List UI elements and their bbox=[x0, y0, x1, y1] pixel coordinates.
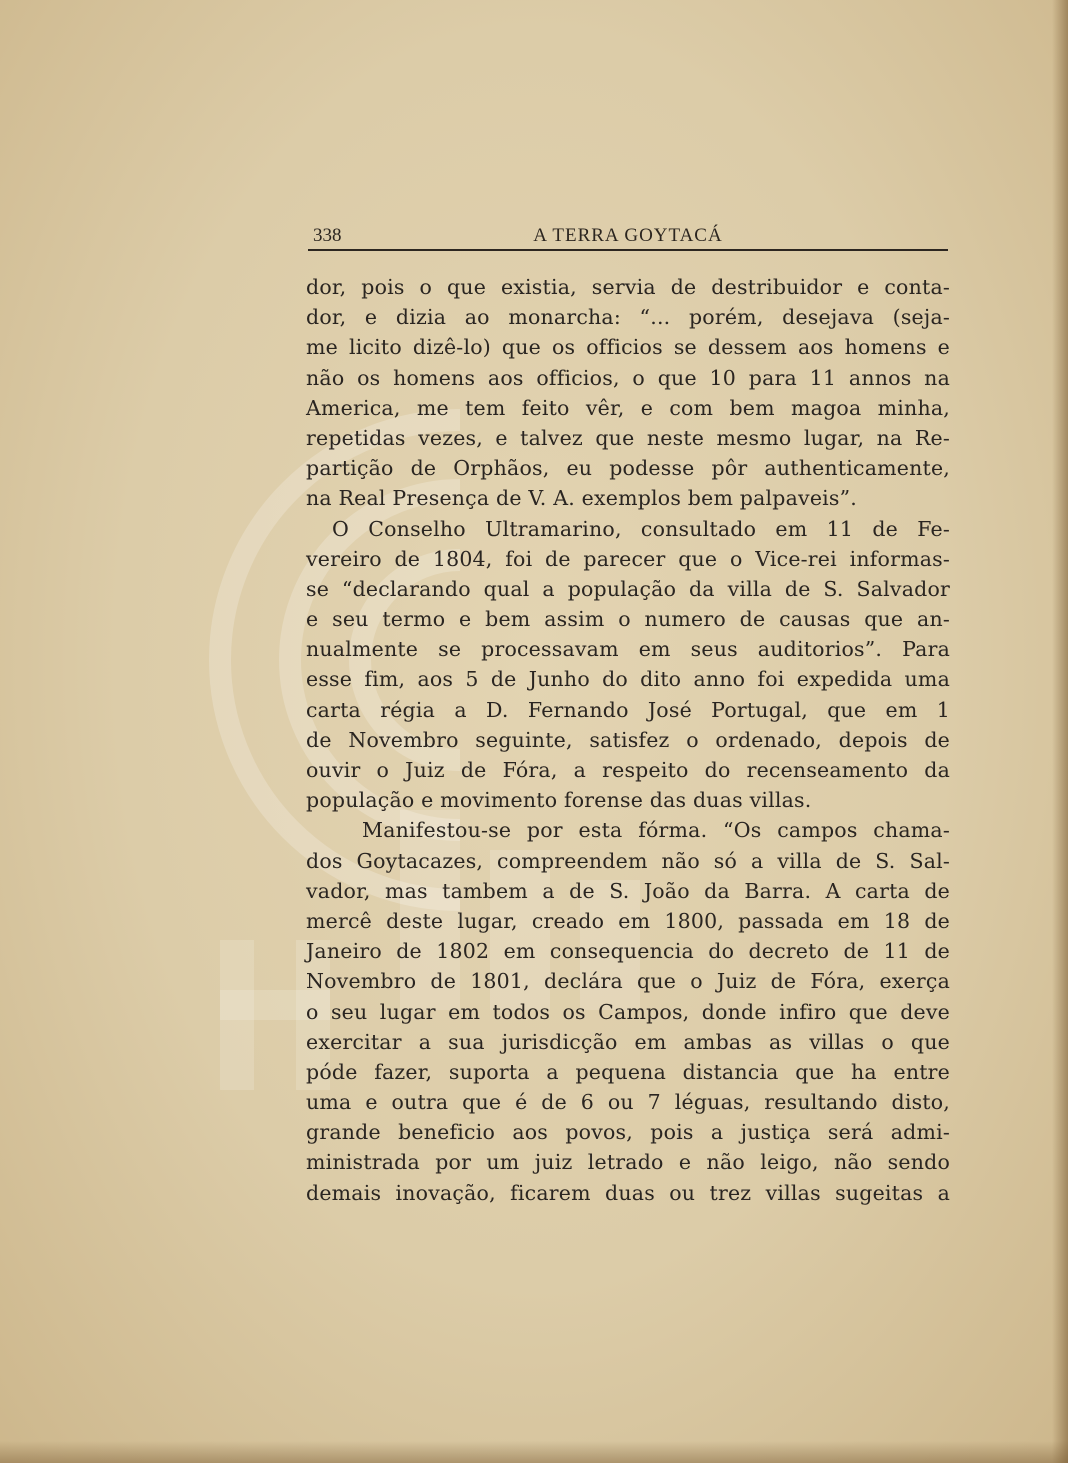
text-line: repetidas vezes, e talvez que neste mesmo lugar, na Re- bbox=[306, 425, 950, 450]
text-line: mercê deste lugar, creado em 1800, passada em 18 de bbox=[306, 908, 950, 933]
page-header bbox=[308, 223, 948, 251]
text-line: vereiro de 1804, foi de parecer que o Vice-rei informas- bbox=[306, 546, 950, 571]
text-line: póde fazer, suporta a pequena distancia que ha entre bbox=[306, 1059, 950, 1084]
body-text bbox=[306, 272, 950, 1208]
running-title: A TERRA GOYTACÁ bbox=[533, 225, 723, 246]
text-line: e seu termo e bem assim o numero de causas que an- bbox=[306, 607, 950, 632]
text-line: na Real Presença de V. A. exemplos bem palpaveis”. bbox=[306, 486, 858, 511]
text-line: exercitar a sua jurisdicção em ambas as villas o que bbox=[306, 1029, 950, 1054]
text-line: não os homens aos officios, o que 10 para 11 annos na bbox=[306, 365, 950, 390]
text-line: partição de Orphãos, eu podesse pôr authenticamente, bbox=[306, 456, 950, 481]
text-line: ministrada por um juiz letrado e não leigo, não sendo bbox=[306, 1150, 950, 1175]
text-line: carta régia a D. Fernando José Portugal, que em 1 bbox=[306, 697, 950, 722]
text-line: população e movimento forense das duas villas. bbox=[306, 788, 812, 813]
text-line: nualmente se processavam em seus auditorios”. Para bbox=[306, 637, 950, 662]
text-line: dor, e dizia ao monarcha: “... porém, desejava (seja- bbox=[306, 305, 950, 330]
text-line: demais inovação, ficarem duas ou trez villas sugeitas a bbox=[306, 1180, 950, 1205]
text-line: grande beneficio aos povos, pois a justiça será admi- bbox=[306, 1120, 950, 1145]
text-line: dor, pois o que existia, servia de destribuidor e conta- bbox=[306, 275, 950, 299]
text-line: o seu lugar em todos os Campos, donde infiro que deve bbox=[306, 999, 950, 1024]
page-edge-shadow bbox=[1052, 0, 1068, 1463]
page-bottom-shadow bbox=[0, 1441, 1068, 1463]
text-line: Novembro de 1801, declára que o Juiz de Fóra, exerça bbox=[306, 969, 950, 994]
text-line: esse fim, aos 5 de Junho do dito anno foi expedida uma bbox=[306, 667, 950, 692]
text-line: uma e outra que é de 6 ou 7 léguas, resultando disto, bbox=[306, 1090, 950, 1115]
text-line: me licito dizê-lo) que os officios se dessem aos homens e bbox=[306, 335, 950, 360]
text-line: dos Goytacazes, compreendem não só a villa de S. Sal- bbox=[306, 848, 950, 873]
text-line: vador, mas tambem a de S. João da Barra. A carta de bbox=[306, 878, 950, 903]
text-line: Manifestou-se por esta fórma. “Os campos chama- bbox=[362, 818, 950, 843]
text-line: de Novembro seguinte, satisfez o ordenado, depois de bbox=[306, 727, 950, 752]
text-line: ouvir o Juiz de Fóra, a respeito do recenseamento da bbox=[306, 758, 950, 782]
text-line: America, me tem feito vêr, e com bem magoa minha, bbox=[306, 395, 950, 420]
text-line: se “declarando qual a população da villa de S. Salvador bbox=[306, 576, 950, 601]
text-line: Janeiro de 1802 em consequencia do decreto de 11 de bbox=[306, 939, 950, 964]
text-line: O Conselho Ultramarino, consultado em 11 de Fe- bbox=[332, 516, 950, 541]
page-number: 338 bbox=[313, 225, 342, 246]
